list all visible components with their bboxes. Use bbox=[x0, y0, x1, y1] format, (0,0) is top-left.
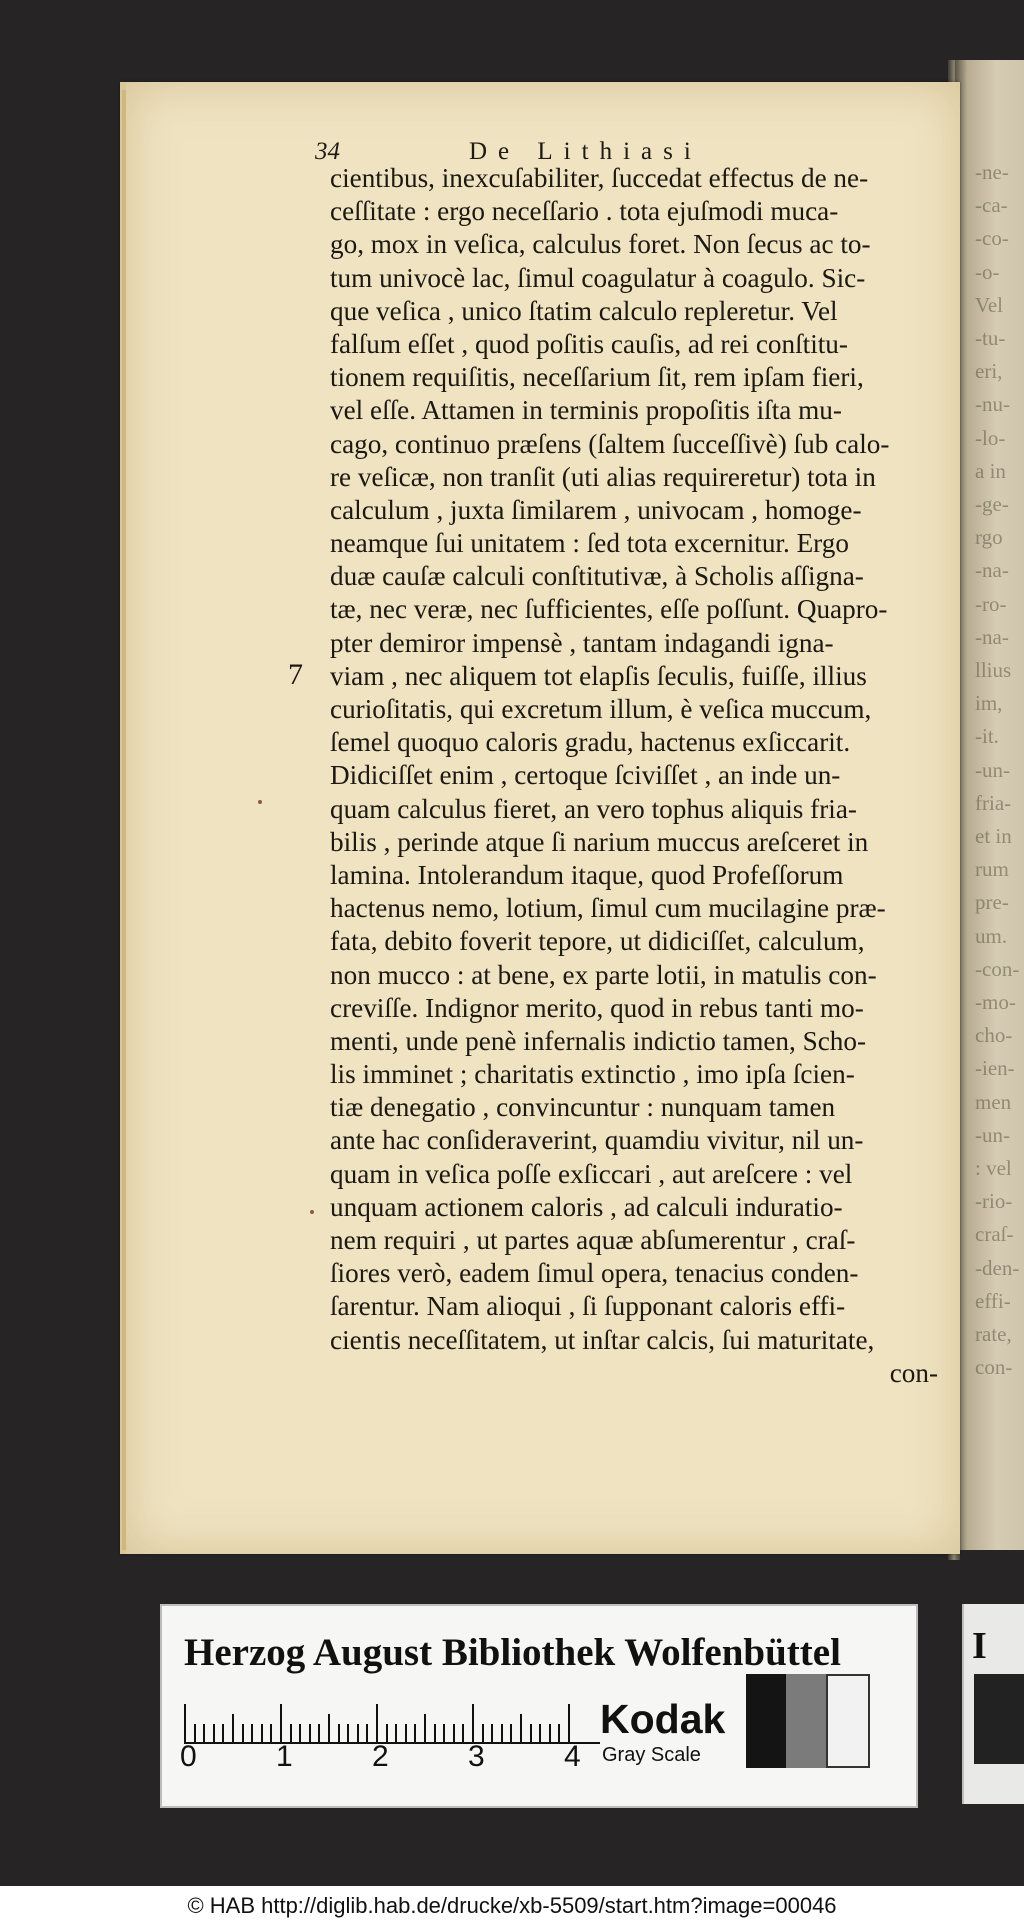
ruler-tick bbox=[203, 1724, 205, 1744]
text-line: ſarentur. Nam alioqui , ſi ſupponant caloris effi- bbox=[330, 1291, 846, 1322]
ruler-tick bbox=[395, 1724, 397, 1744]
ruler-tick bbox=[414, 1724, 416, 1744]
facing-page-fragment: -lo- bbox=[975, 425, 1006, 450]
ruler-number: 0 bbox=[180, 1740, 197, 1773]
text-line: lis imminet ; charitatis extinctio , imo ipſa ſcien- bbox=[330, 1059, 855, 1090]
facing-page-fragment: -ge- bbox=[975, 492, 1009, 516]
facing-page-fragment: llius bbox=[975, 658, 1012, 682]
facing-page-fragment: -ne- bbox=[975, 160, 1009, 184]
text-line: non mucco : at bene, ex parte lotii, in matulis con- bbox=[330, 959, 877, 990]
facing-page-fragment: -tu- bbox=[975, 326, 1006, 350]
ruler-tick bbox=[222, 1724, 224, 1744]
page-text bbox=[330, 162, 938, 1390]
facing-page bbox=[955, 60, 1024, 1550]
text-line: calculum , juxta ſimilarem , univocam , homoge- bbox=[330, 494, 862, 525]
facing-page-fragment: a in bbox=[975, 458, 1006, 483]
ruler-tick bbox=[472, 1704, 474, 1744]
text-line: Didiciſſet enim , certoque ſciviſſet , an inde un- bbox=[330, 760, 841, 791]
text-line: pter demiror impensè , tantam indagandi igna- bbox=[330, 627, 834, 658]
ruler-baseline bbox=[184, 1742, 600, 1744]
text-line: menti, unde penè infernalis indictio tamen, Scho- bbox=[330, 1025, 867, 1056]
text-line: nem requiri , ut partes aquæ abſumerentur , craſ- bbox=[330, 1225, 856, 1255]
kodak-brand: Kodak bbox=[600, 1696, 726, 1742]
page-number: 34 bbox=[315, 138, 340, 165]
swatch-black bbox=[746, 1674, 786, 1768]
ruler-tick bbox=[434, 1724, 436, 1744]
text-line: cientis neceſſitatem, ut inſtar calcis, ſui maturitate, bbox=[330, 1324, 875, 1355]
swatch-white bbox=[826, 1674, 870, 1768]
swatch-gray bbox=[786, 1674, 826, 1768]
facing-page-fragment: -co- bbox=[975, 226, 1009, 251]
library-name: Herzog August Bibliothek Wolfenbüttel bbox=[184, 1631, 841, 1674]
facing-page-fragment: -nu- bbox=[975, 392, 1010, 417]
ruler-tick bbox=[539, 1724, 541, 1744]
ruler-number: 4 bbox=[564, 1740, 581, 1773]
facing-page-fragment: -ro- bbox=[975, 591, 1007, 616]
facing-page-fragment: et in bbox=[975, 824, 1012, 848]
text-line: hactenus nemo, lotium, ſimul cum mucilagine præ- bbox=[330, 893, 886, 924]
ruler-tick bbox=[251, 1724, 253, 1744]
facing-page-fragment: -ien- bbox=[975, 1056, 1015, 1081]
ruler-tick bbox=[280, 1704, 282, 1744]
facing-page-fragment: -na- bbox=[975, 558, 1009, 583]
running-title: De Lithiasi bbox=[469, 138, 702, 165]
adjacent-color-card bbox=[962, 1604, 1024, 1804]
text-line: duæ cauſæ calculi conſtitutivæ, à Scholis aſſigna- bbox=[330, 561, 864, 592]
text-line: ſemel quoquo caloris gradu, hactenus exſiccarit. bbox=[330, 727, 851, 758]
text-line: curioſitatis, qui excretum illum, è veſica muccum, bbox=[330, 694, 872, 724]
ruler-tick bbox=[453, 1724, 455, 1744]
text-line: cago, continuo præſens (ſaltem ſucceſſivè) ſub calo- bbox=[330, 428, 890, 459]
facing-page-fragment: cho- bbox=[975, 1023, 1013, 1048]
ruler-tick bbox=[530, 1724, 532, 1744]
measure-ruler bbox=[180, 1702, 604, 1773]
color-chart-card bbox=[160, 1604, 918, 1808]
text-line: quam in veſica poſſe exſiccari , aut areſcere : vel bbox=[330, 1158, 853, 1189]
facing-page-fragment: pre- bbox=[975, 890, 1009, 915]
ruler-tick bbox=[549, 1724, 551, 1744]
facing-page-fragment: -un- bbox=[975, 1122, 1010, 1147]
text-line: tum univocè lac, ſimul coagulatur à coagulo. Sic- bbox=[330, 262, 866, 293]
facing-page-fragment: Vel bbox=[975, 292, 1003, 317]
facing-page-fragment: eri, bbox=[975, 359, 1003, 384]
text-line: fata, debito foverit tepore, ut didiciſſet, calculum, bbox=[330, 926, 865, 957]
facing-page-fragment: : vel bbox=[975, 1156, 1012, 1180]
facing-page-fragment: -un- bbox=[975, 757, 1010, 782]
facing-page-fragment: -ca- bbox=[975, 193, 1008, 218]
ruler-tick bbox=[443, 1724, 445, 1744]
text-line: re veſicæ, non tranſit (uti alias requireretur) tota in bbox=[330, 461, 876, 492]
facing-page-fragment: -it. bbox=[975, 724, 999, 749]
ruler-tick bbox=[184, 1704, 186, 1744]
ruler-tick bbox=[318, 1724, 320, 1744]
ruler-tick bbox=[232, 1714, 234, 1744]
facing-page-fragment: con- bbox=[975, 1355, 1013, 1380]
ruler-tick bbox=[366, 1724, 368, 1744]
facing-page-fragment: craſ- bbox=[975, 1222, 1014, 1247]
ruler-tick bbox=[558, 1724, 560, 1744]
facing-page-fragment: -con- bbox=[975, 956, 1020, 981]
facing-page-fragment: -rio- bbox=[975, 1189, 1013, 1214]
text-line: lamina. Intolerandum itaque, quod Profeſſorum bbox=[330, 859, 844, 890]
facing-page-fragment: -mo- bbox=[975, 990, 1016, 1014]
ruler-tick bbox=[242, 1724, 244, 1744]
page-edge bbox=[122, 90, 126, 1550]
ruler-tick bbox=[520, 1714, 522, 1744]
text-line: ſiores verò, eadem ſimul opera, tenacius conden- bbox=[330, 1258, 859, 1289]
ruler-tick bbox=[491, 1724, 493, 1744]
ruler-tick bbox=[510, 1724, 512, 1744]
ruler-tick bbox=[357, 1724, 359, 1744]
adjacent-card-letter: I bbox=[972, 1625, 987, 1667]
ruler-tick bbox=[309, 1724, 311, 1744]
text-line: tionem requiſitis, neceſſarium ſit, rem ipſam fieri, bbox=[330, 362, 864, 393]
facing-page-fragment: rate, bbox=[975, 1322, 1012, 1346]
text-line: con- bbox=[889, 1357, 938, 1388]
text-line: vel eſſe. Attamen in terminis propoſitis iſta mu- bbox=[330, 395, 842, 426]
ruler-tick bbox=[299, 1724, 301, 1744]
ruler-number: 2 bbox=[372, 1740, 389, 1773]
facing-page-fragment: -na- bbox=[975, 624, 1009, 649]
ruler-tick bbox=[462, 1724, 464, 1744]
ruler-number: 3 bbox=[468, 1740, 485, 1773]
ruler-tick bbox=[424, 1714, 426, 1744]
ink-spot bbox=[258, 800, 262, 804]
ruler-tick bbox=[270, 1724, 272, 1744]
ruler-tick bbox=[261, 1724, 263, 1744]
text-line: neamque ſui unitatem : ſed tota excernitur. Ergo bbox=[330, 528, 849, 559]
facing-page-fragment: effi- bbox=[975, 1288, 1011, 1313]
margin-note: 7 bbox=[288, 658, 303, 691]
text-line: bilis , perinde atque ſi narium muccus areſceret in bbox=[330, 826, 869, 857]
facing-page-fragment: -den- bbox=[975, 1255, 1020, 1280]
text-line: unquam actionem caloris , ad calculi induratio- bbox=[330, 1191, 843, 1222]
text-line: cientibus, inexcuſabiliter, ſuccedat effectus de ne- bbox=[330, 163, 869, 193]
facing-page-fragment: rum bbox=[975, 857, 1009, 882]
facing-page-fragment: fria- bbox=[975, 790, 1012, 815]
text-line: tiæ denegatio , convincuntur : nunquam tamen bbox=[330, 1092, 836, 1123]
ruler-tick bbox=[328, 1714, 330, 1744]
ruler-tick bbox=[568, 1704, 570, 1744]
text-line: ante hac conſideraverint, quamdiu vivitur, nil un- bbox=[330, 1125, 864, 1156]
copyright-link[interactable]: © HAB http://diglib.hab.de/drucke/xb-5509/start.htm?image=00046 bbox=[187, 1893, 837, 1918]
facing-page-fragment: men bbox=[975, 1089, 1012, 1114]
ruler-tick bbox=[213, 1724, 215, 1744]
ruler-tick bbox=[501, 1724, 503, 1744]
text-line: que veſica , unico ſtatim calculo repleretur. Vel bbox=[330, 295, 838, 326]
text-line: ceſſitate : ergo neceſſario . tota ejuſmodi muca- bbox=[330, 196, 839, 227]
text-line: quam calculus fieret, an vero tophus aliquis fria- bbox=[330, 793, 857, 824]
text-line: tæ, nec veræ, nec ſufficientes, eſſe poſſunt. Quapro- bbox=[330, 594, 888, 625]
text-line: creviſſe. Indignor merito, quod in rebus tanti mo- bbox=[330, 992, 864, 1023]
footer-bar bbox=[0, 1886, 1024, 1926]
adjacent-card-swatch bbox=[974, 1674, 1024, 1764]
text-line: viam , nec aliquem tot elapſis ſeculis, fuiſſe, illius bbox=[330, 660, 867, 691]
text-line: go, mox in veſica, calculus foret. Non ſecus ac to- bbox=[330, 229, 871, 260]
facing-page-fragment: rgo bbox=[975, 525, 1003, 550]
facing-page-fragment: im, bbox=[975, 691, 1003, 716]
ruler-tick bbox=[376, 1704, 378, 1744]
facing-page-fragment: um. bbox=[975, 923, 1008, 948]
gray-scale-label: Gray Scale bbox=[602, 1744, 701, 1766]
text-line: falſum eſſet , quod poſitis cauſis, ad rei conſtitu- bbox=[330, 328, 848, 359]
ruler-number: 1 bbox=[276, 1740, 293, 1773]
ruler-tick bbox=[405, 1724, 407, 1744]
ruler-tick bbox=[338, 1724, 340, 1744]
ink-spot bbox=[310, 1210, 314, 1214]
ruler-tick bbox=[347, 1724, 349, 1744]
facing-page-fragment: -o- bbox=[975, 259, 1000, 284]
